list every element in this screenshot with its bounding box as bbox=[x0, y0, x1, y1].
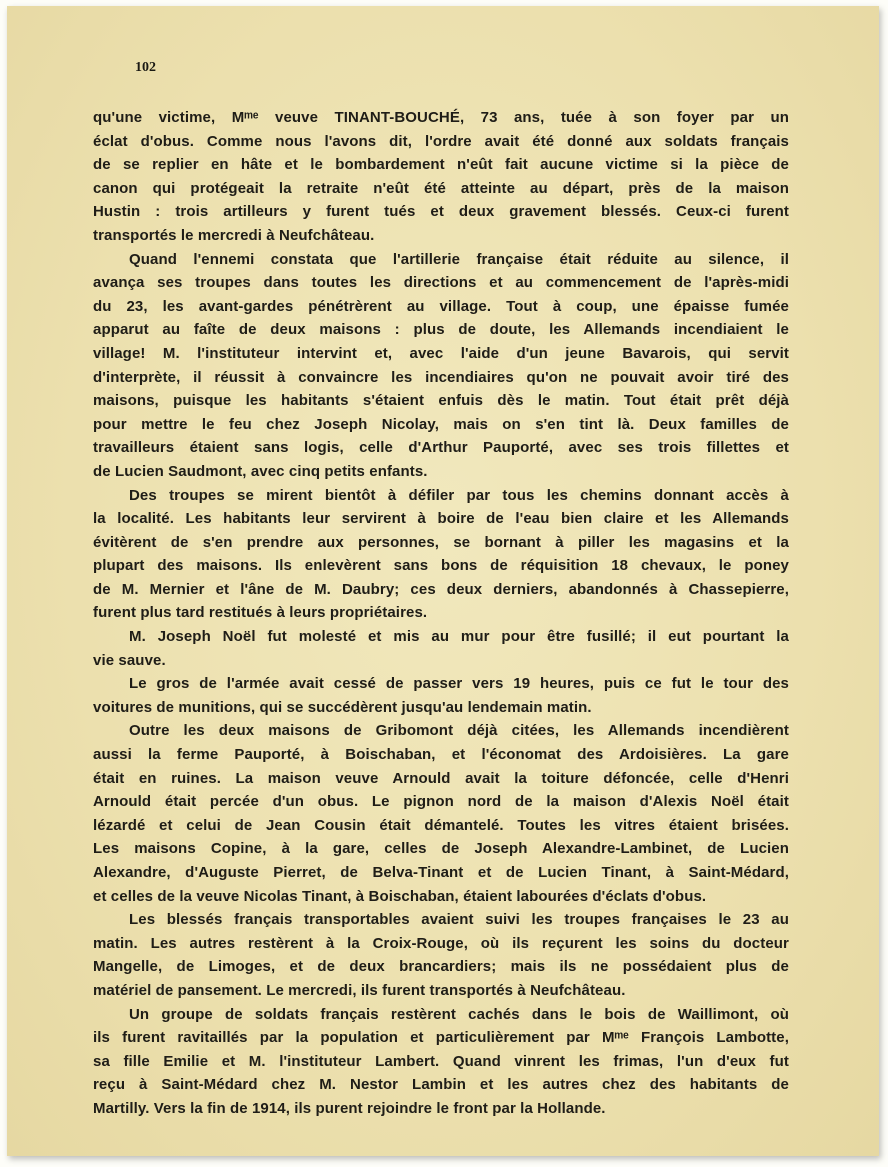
paragraph bbox=[93, 672, 789, 719]
text-line: Le gros de l'armée avait cessé de passer vers 19 heures, puis ce fut le tour des bbox=[129, 675, 789, 693]
paragraph bbox=[93, 625, 789, 672]
text-line: Un groupe de soldats français restèrent cachés dans le bois de Waillimont, où bbox=[129, 1005, 789, 1023]
text-line: avança ses troupes dans toutes les directions et au commencement de l'après-midi bbox=[93, 274, 789, 292]
text-line: village! M. l'instituteur intervint et, avec l'aide d'un jeune Bavarois, qui servit bbox=[93, 344, 789, 362]
scanned-page bbox=[7, 6, 879, 1156]
text-line: de Lucien Saudmont, avec cinq petits enfants. bbox=[93, 462, 428, 480]
text-line: et celles de la veuve Nicolas Tinant, à Boischaban, étaient labourées d'éclats d'obus. bbox=[93, 887, 707, 905]
text-line: Alexandre, d'Auguste Pierret, de Belva-Tinant et de Lucien Tinant, à Saint-Médard, bbox=[93, 864, 789, 881]
text-line: Martilly. Vers la fin de 1914, ils purent rejoindre le front par la Hollande. bbox=[93, 1099, 606, 1117]
text-line: la localité. Les habitants leur servirent à boire de l'eau bien claire et les Allemands bbox=[93, 510, 789, 528]
text-line: Les maisons Copine, à la gare, celles de Joseph Alexandre-Lambinet, de Lucien bbox=[93, 840, 789, 858]
paragraph bbox=[93, 106, 789, 248]
paragraph bbox=[93, 1003, 789, 1121]
text-line: était en ruines. La maison veuve Arnould avait la toiture défoncée, celle d'Henri bbox=[93, 769, 789, 787]
body-text bbox=[93, 106, 789, 1121]
text-line: de se replier en hâte et le bombardement n'eût fait aucune victime si la pièce de bbox=[93, 156, 789, 174]
text-line: pour mettre le feu chez Joseph Nicolay, mais on s'en tint là. Deux familles de bbox=[93, 415, 789, 433]
text-line: Quand l'ennemi constata que l'artillerie française était réduite au silence, il bbox=[129, 250, 789, 268]
text-line: évitèrent de s'en prendre aux personnes, se bornant à piller les magasins et la bbox=[93, 533, 789, 551]
text-line: Mangelle, de Limoges, et de deux brancardiers; mais ils ne possédaient plus de bbox=[93, 958, 789, 976]
text-line: travailleurs étaient sans logis, celle d'Arthur Pauporté, avec ses trois fillettes et bbox=[93, 439, 789, 457]
text-line: qu'une victime, Mᵐᵉ veuve TINANT-BOUCHÉ, 73 ans, tuée à son foyer par un bbox=[93, 109, 789, 126]
text-line: du 23, les avant-gardes pénétrèrent au village. Tout à coup, une épaisse fumée bbox=[93, 297, 789, 315]
text-line: Des troupes se mirent bientôt à défiler par tous les chemins donnant accès à bbox=[129, 486, 789, 504]
text-line: vie sauve. bbox=[93, 651, 166, 669]
paragraph bbox=[93, 719, 789, 908]
text-line: sa fille Emilie et M. l'instituteur Lambert. Quand vinrent les frimas, l'un d'eux fut bbox=[93, 1052, 789, 1070]
text-line: furent plus tard restitués à leurs propriétaires. bbox=[93, 604, 428, 622]
text-line: transportés le mercredi à Neufchâteau. bbox=[93, 226, 375, 244]
text-line: canon qui protégeait la retraite n'eût été atteinte au départ, près de la maison bbox=[93, 179, 789, 197]
text-line: voitures de munitions, qui se succédèrent jusqu'au lendemain matin. bbox=[93, 698, 592, 716]
text-line: Arnould était percée d'un obus. Le pignon nord de la maison d'Alexis Noël était bbox=[93, 793, 789, 811]
paragraph bbox=[93, 248, 789, 484]
paragraph bbox=[93, 484, 789, 626]
text-line: matin. Les autres restèrent à la Croix-Rouge, où ils reçurent les soins du docteur bbox=[93, 934, 789, 952]
text-line: Hustin : trois artilleurs y furent tués et deux gravement blessés. Ceux-ci furent bbox=[93, 203, 789, 221]
text-line: éclat d'obus. Comme nous l'avons dit, l'ordre avait été donné aux soldats français bbox=[93, 132, 789, 150]
page-number: 102 bbox=[135, 60, 156, 75]
paragraph bbox=[93, 908, 789, 1002]
text-line: Outre les deux maisons de Gribomont déjà citées, les Allemands incendièrent bbox=[129, 722, 789, 740]
text-line: de M. Mernier et l'âne de M. Daubry; ces deux derniers, abandonnés à Chassepierre, bbox=[93, 580, 789, 598]
text-line: apparut au faîte de deux maisons : plus de doute, les Allemands incendiaient le bbox=[93, 321, 789, 339]
text-line: d'interprète, il réussit à convaincre les incendiaires qu'on ne pouvait avoir tiré des bbox=[93, 368, 789, 386]
text-line: plupart des maisons. Ils enlevèrent sans bons de réquisition 18 chevaux, le poney bbox=[93, 557, 789, 575]
text-line: matériel de pansement. Le mercredi, ils furent transportés à Neufchâteau. bbox=[93, 981, 626, 999]
text-line: ils furent ravitaillés par la population et particulièrement par Mᵐᵉ François Lambotte, bbox=[93, 1029, 789, 1047]
text-line: M. Joseph Noël fut molesté et mis au mur pour être fusillé; il eut pourtant la bbox=[129, 628, 789, 646]
text-line: lézardé et celui de Jean Cousin était démantelé. Toutes les vitres étaient brisées. bbox=[93, 816, 789, 834]
text-line: reçu à Saint-Médard chez M. Nestor Lambin et les autres chez des habitants de bbox=[93, 1076, 789, 1094]
text-line: Les blessés français transportables avaient suivi les troupes françaises le 23 au bbox=[129, 911, 789, 929]
text-line: maisons, puisque les habitants s'étaient enfuis dès le matin. Tout était prêt déjà bbox=[93, 392, 789, 410]
text-line: aussi la ferme Pauporté, à Boischaban, et l'économat des Ardoisières. La gare bbox=[93, 746, 789, 764]
